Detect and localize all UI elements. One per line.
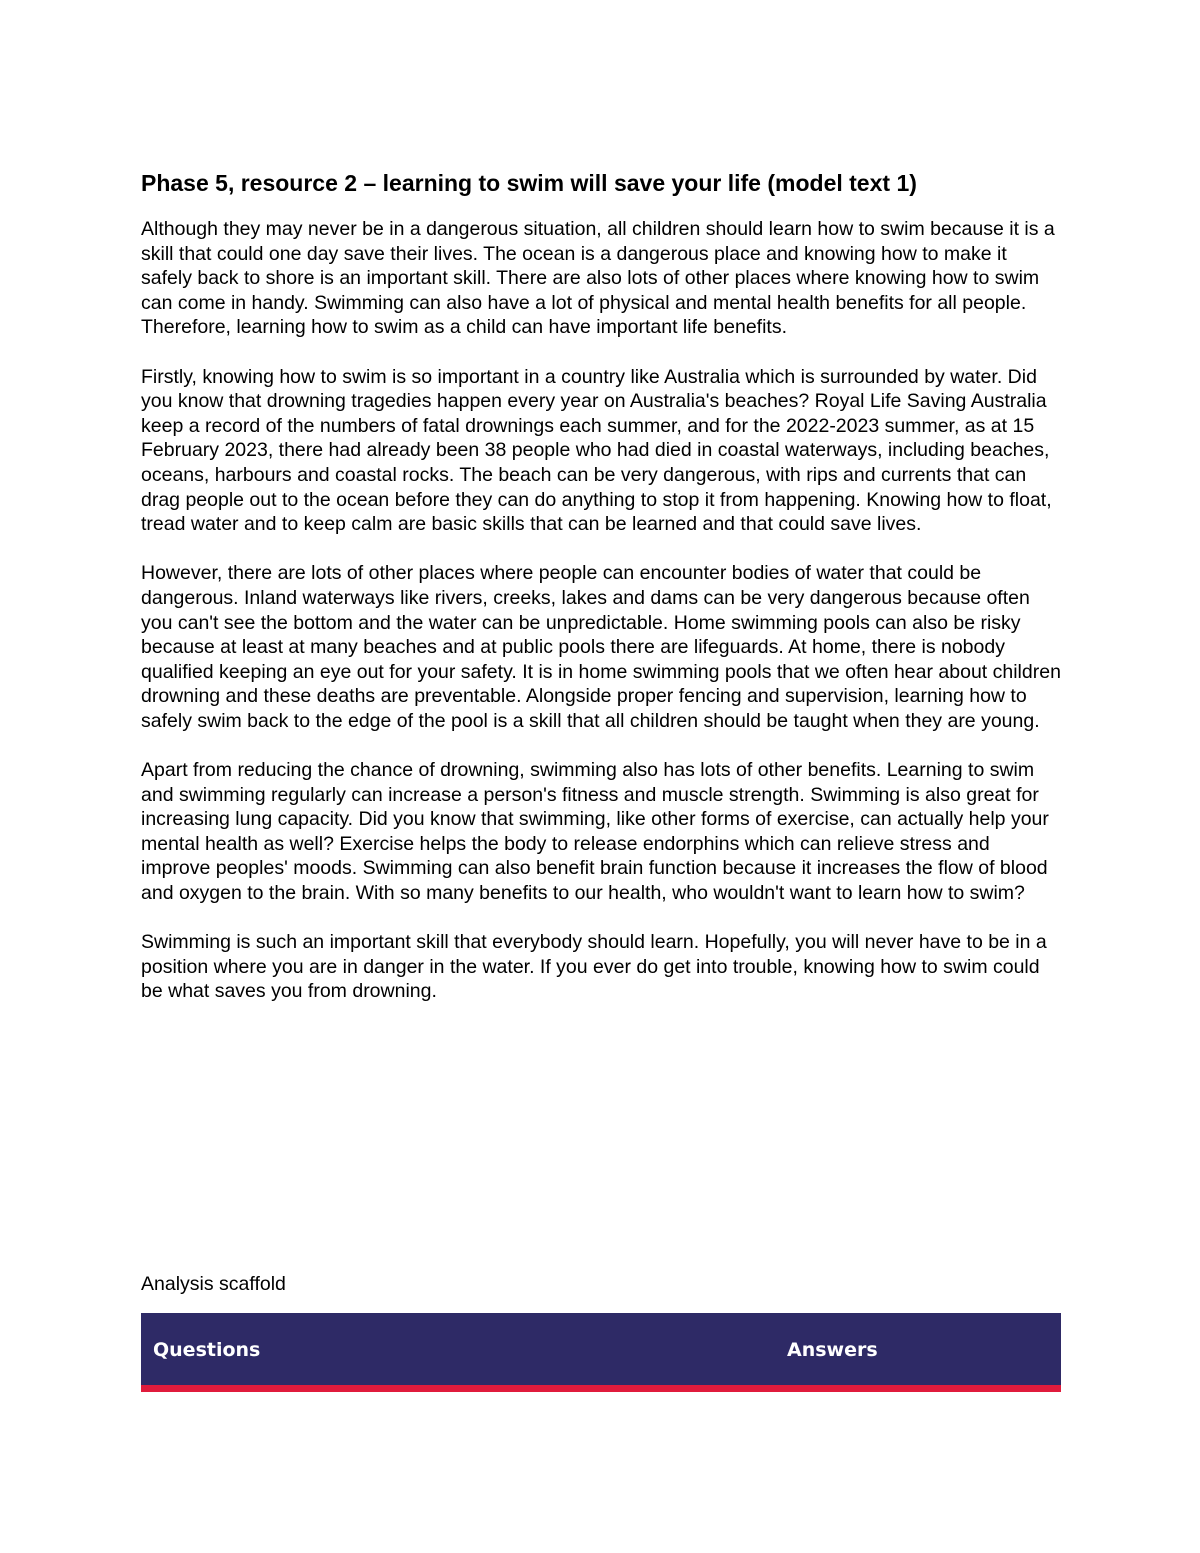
paragraph-health-benefits: Apart from reducing the chance of drowning, swimming also has lots of other benefits. Learning to swim and swimming regularly can increase a person's fitness and muscle strength. Swimming is also great for increasing lung capacity. Did you know that swimming, like other forms of exercise, can actually help your mental health as well? Exercise helps the body to release endorphins which can relieve stress and improve peoples' moods. Swimming can also benefit brain function because it increases the flow of blood and oxygen to the brain. With so many benefits to our health, who wouldn't want to learn how to swim?	[141, 759, 1049, 905]
document-title: Phase 5, resource 2 – learning to swim will save your life (model text 1)	[141, 170, 917, 196]
document-body	[141, 167, 1061, 1029]
paragraph-conclusion: Swimming is such an important skill that everybody should learn. Hopefully, you will never have to be in a position where you are in danger in the water. If you ever do get into trouble, knowing how to swim could be what saves you from drowning.	[141, 931, 1047, 1003]
column-header-questions: Questions	[153, 1339, 261, 1361]
paragraph-beaches: Firstly, knowing how to swim is so important in a country like Australia which is surrounded by water. Did you know that drowning tragedies happen every year on Australia's beaches? Royal Life Saving Australia keep a record of the numbers of fatal drownings each summer, and for the 2022-2023 summer, as at 15 February 2023, there had already been 38 people who had died in coastal waterways, including beaches, oceans, harbours and coastal rocks. The beach can be very dangerous, with rips and currents that can drag people out to the ocean before they can do anything to stop it from happening. Knowing how to float, tread water and to keep calm are basic skills that can be learned and that could save lives.	[141, 365, 1052, 536]
paragraph-intro: Although they may never be in a dangerous situation, all children should learn how to swim because it is a skill that could one day save their lives. The ocean is a dangerous place and knowing how to make it safely back to shore is an important skill. There are also lots of other places where knowing how to swim can come in handy. Swimming can also have a lot of physical and mental health benefits for all people. Therefore, learning how to swim as a child can have important life benefits.	[141, 218, 1055, 339]
table-caption: Analysis scaffold	[141, 1273, 286, 1295]
column-header-answers: Answers	[787, 1339, 878, 1361]
paragraph-inland-waterways: However, there are lots of other places where people can encounter bodies of water that could be dangerous. Inland waterways like rivers, creeks, lakes and dams can be very dangerous because often you can't see the bottom and the water can be unpredictable. Home swimming pools can also be risky because at least at many beaches and at public pools there are lifeguards. At home, there is nobody qualified keeping an eye out for your safety. It is in home swimming pools that we often hear about children drowning and these deaths are preventable. Alongside proper fencing and supervision, learning how to safely swim back to the edge of the pool is a skill that all children should be taught when they are young.	[141, 562, 1061, 732]
analysis-scaffold-table-header	[141, 1313, 1061, 1392]
